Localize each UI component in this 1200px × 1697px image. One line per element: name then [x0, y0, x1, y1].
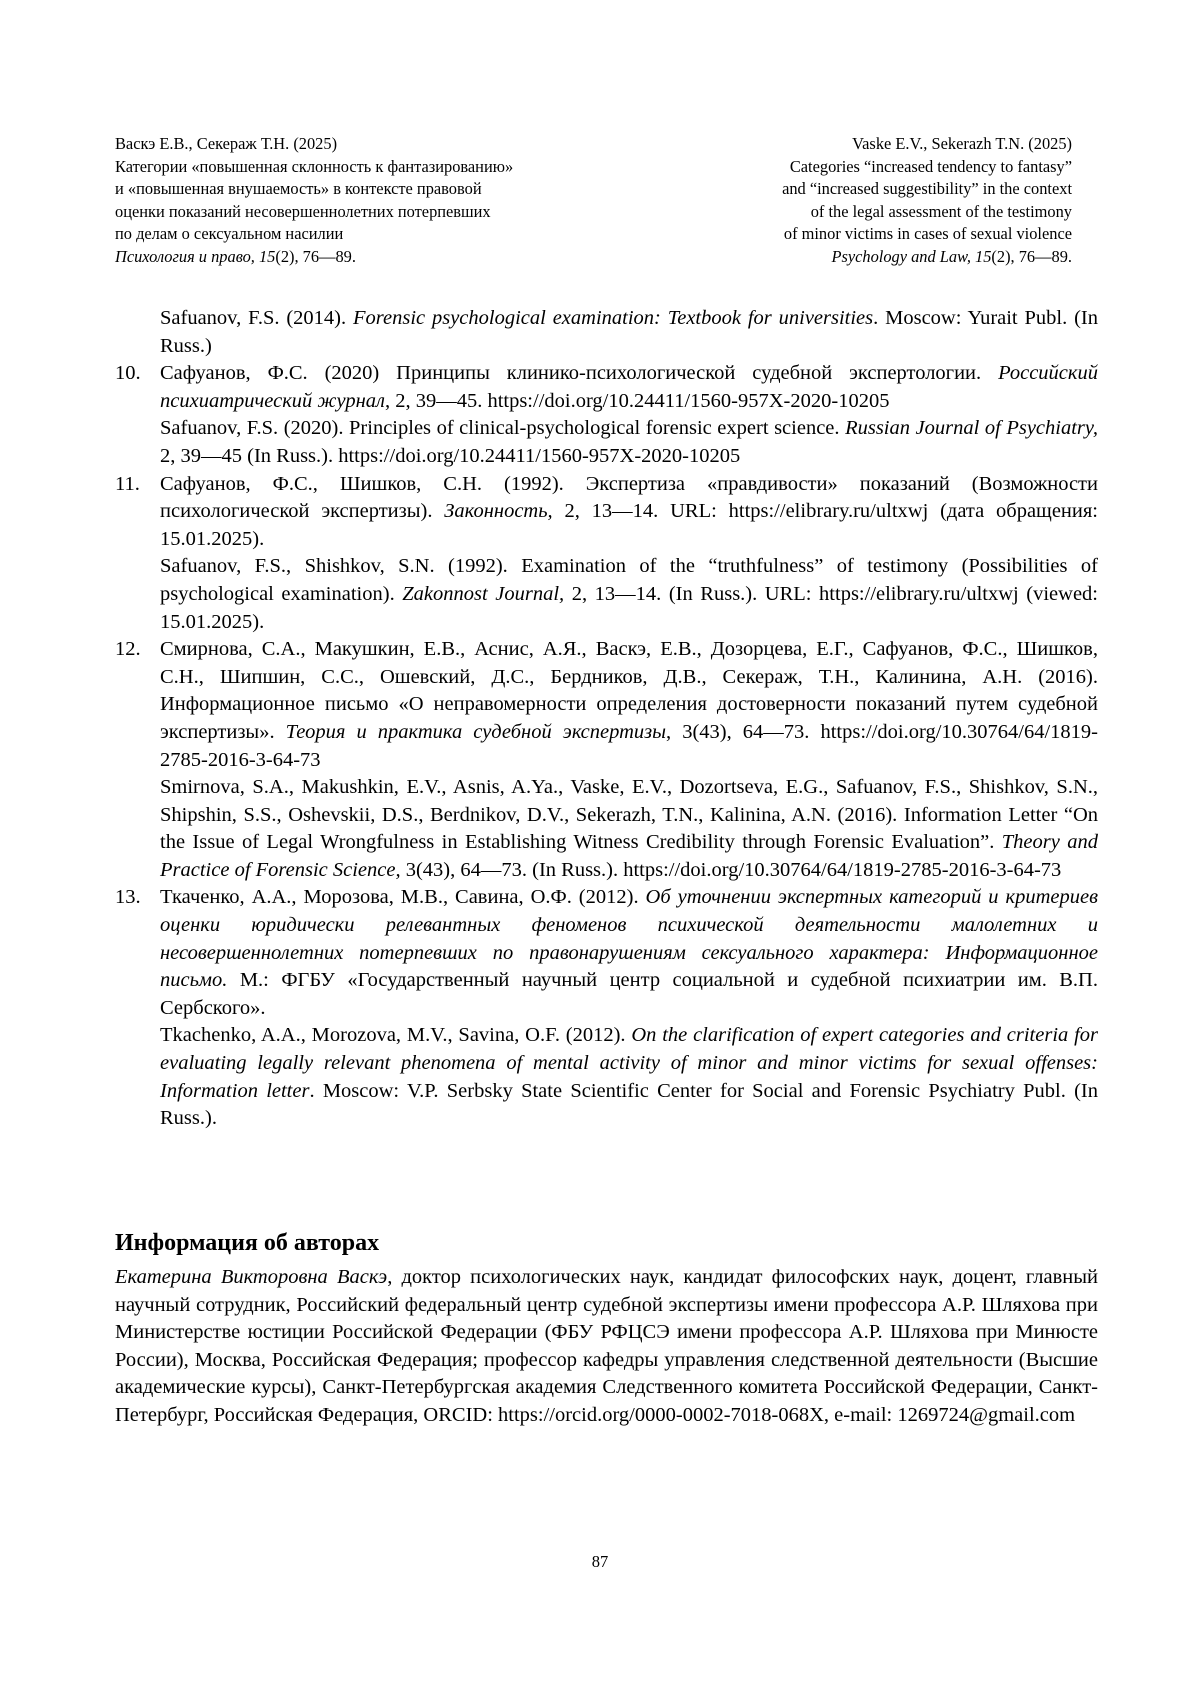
reference-ru	[160, 636, 1098, 774]
reference-list	[115, 305, 1098, 1133]
page-number: 87	[591, 1552, 609, 1571]
reference-continuation	[115, 305, 1098, 360]
reference-item-13	[115, 884, 1098, 1132]
ref-journal: Теория и практика судебной экспертизы	[285, 720, 666, 743]
header-journal-en	[782, 246, 1072, 269]
header-left-ru	[115, 133, 513, 268]
ref-text: Safuanov, F.S. (2020). Principles of clinical-psychological forensic expert science.	[160, 417, 846, 440]
ref-text: Сафуанов, Ф.С. (2020) Принципы клинико-психологической судебной экспертологии.	[160, 362, 999, 385]
reference-ru	[160, 884, 1098, 1022]
header-title-line: and “increased suggestibility” in the context	[782, 179, 1072, 198]
header-authors-ru: Васкэ Е.В., Секераж Т.Н. (2025)	[115, 134, 338, 153]
author-bio	[115, 1264, 1098, 1430]
ref-journal: Zakonnost Journal,	[402, 582, 565, 605]
ref-text: Сафуанов, Ф.С., Шишков, С.Н. (1992). Экспертиза «правдивости» показаний (Возможности психологической экспертизы).	[160, 472, 1098, 523]
journal-name: Психология и право, 15	[115, 246, 276, 266]
ref-text: Смирнова, С.А., Макушкин, Е.В., Аснис, А.Я., Васкэ, Е.В., Дозорцева, Е.Г., Сафуанов, Ф.С., Шишков, С.Н., Шипшин, С.С., Ошевский, Д.С., Бердников, Д.В., Секераж, Т.Н., Калинина, А.Н. (2016). Информационное письмо «О неправомерности определения достоверности показаний путем судебной экспертизы».	[160, 638, 1098, 743]
header-title-line: of minor victims in cases of sexual violence	[783, 224, 1072, 243]
reference-ru	[160, 471, 1098, 554]
ref-text: 3(43), 64—73. (In Russ.). https://doi.org/10.30764/64/1819-2785-2016-3-64-73	[400, 858, 1062, 881]
journal-issue: (2), 76—89.	[991, 246, 1072, 266]
ref-text: М.: ФГБУ «Государственный научный центр социальной и судебной психиатрии им. В.П. Сербского».	[160, 969, 1098, 1019]
reference-number: 13.	[115, 886, 141, 909]
ref-journal: Законность,	[444, 500, 553, 523]
ref-text: Ткаченко, А.А., Морозова, М.В., Савина, О.Ф. (2012).	[160, 886, 646, 909]
header-title-line: Категории «повышенная склонность к фантазированию»	[115, 156, 514, 176]
ref-journal: Russian Journal of Psychiatry,	[845, 417, 1098, 440]
header-title-line: Categories “increased tendency to fantasy”	[789, 156, 1072, 176]
author-name: Екатерина Викторовна Васкэ	[115, 1266, 388, 1288]
reference-en	[160, 774, 1098, 884]
ref-text: . Moscow: V.P. Serbsky State Scientific Center for Social and Forensic Psychiatry Publ. (In Russ.).	[160, 1079, 1098, 1130]
header-title-line: по делам о сексуальном насилии	[115, 224, 344, 243]
section-heading: Информация об авторах	[115, 1230, 380, 1256]
ref-text: , 2, 39—45. https://doi.org/10.24411/1560-957X-2020-10205	[384, 389, 890, 412]
reference-number: 10.	[115, 362, 141, 385]
ref-text: Tkachenko, A.A., Morozova, M.V., Savina, O.F. (2012).	[160, 1024, 632, 1047]
journal-name: Psychology and Law, 15	[831, 246, 992, 266]
reference-number: 11.	[115, 472, 140, 495]
author-details: , доктор психологических наук, кандидат философских наук, доцент, главный научный сотрудник, Российский федеральный центр судебной экспертизы имени профессора А.Р. Шляхова при Министерстве юстиции Российской Федерации (ФБУ РФЦСЭ имени профессора А.Р. Шляхова при Минюсте России), Москва, Российская Федерация; профессор кафедры управления следственной деятельности (Высшие академические курсы), Санкт-Петербургская академия Следственного комитета Российской Федерации, Санкт-Петербург, Российская Федерация, ORCID: https://orcid.org/0000-0002-7018-068X, e-mail: 1269724@gmail.com	[115, 1266, 1098, 1426]
ref-text: 2, 13—14. URL: https://elibrary.ru/ultxwj (дата обращения: 15.01.2025).	[160, 500, 1099, 550]
reference-en	[160, 1022, 1098, 1132]
ref-title: Об уточнении экспертных категорий и критериев оценки юридически релевантных феноменов психической деятельности малолетних и несовершеннолетних потерпевших по правонарушениям сексуального характера: Информационное письмо.	[160, 886, 1098, 992]
reference-ru	[160, 360, 1098, 415]
reference-item-12	[115, 636, 1098, 884]
ref-text: Safuanov, F.S. (2014).	[160, 307, 353, 329]
header-title-line: и «повышенная внушаемость» в контексте правовой	[115, 179, 482, 198]
ref-journal: Российский психиатрический журнал	[160, 362, 1098, 412]
header-journal-ru	[115, 246, 513, 269]
ref-text: . Moscow: Yurait Publ. (In Russ.)	[160, 307, 1098, 357]
ref-journal: Theory and Practice of Forensic Science,	[160, 831, 1098, 881]
running-header	[115, 133, 1072, 268]
reference-en	[160, 553, 1098, 636]
header-title-line: оценки показаний несовершеннолетних потерпевших	[115, 201, 491, 221]
ref-text: Safuanov, F.S., Shishkov, S.N. (1992). Examination of the “truthfulness” of testimony (Possibilities of psychological examination).	[160, 555, 1098, 605]
journal-issue: (2), 76—89.	[275, 246, 356, 266]
ref-text: 2, 39—45 (In Russ.). https://doi.org/10.24411/1560-957X-2020-10205	[160, 444, 741, 467]
ref-title: On the clarification of expert categories and criteria for evaluating legally relevant phenomena of mental activity of minor and minor victims for sexual offenses: Information letter	[160, 1024, 1098, 1102]
reference-en	[160, 415, 1098, 470]
ref-title: Forensic psychological examination: Textbook for universities	[353, 307, 874, 329]
header-authors-en: Vaske E.V., Sekerazh T.N. (2025)	[852, 134, 1072, 153]
reference-item-10	[115, 360, 1098, 470]
reference-number: 12.	[115, 638, 141, 661]
author-info-section	[115, 1228, 1098, 1430]
header-title-line: of the legal assessment of the testimony	[810, 201, 1072, 221]
ref-text: 2, 13—14. (In Russ.). URL: https://elibrary.ru/ultxwj (viewed: 15.01.2025).	[160, 582, 1098, 633]
ref-text: , 3(43), 64—73. https://doi.org/10.30764/64/1819-2785-2016-3-64-73	[160, 720, 1098, 771]
ref-text: Smirnova, S.A., Makushkin, E.V., Asnis, A.Ya., Vaske, E.V., Dozortseva, E.G., Safuanov, F.S., Shishkov, S.N., Shipshin, S.S., Oshevskii, D.S., Berdnikov, D.V., Sekerazh, T.N., Kalinina, A.N. (2016). Information Letter “On the Issue of Legal Wrongfulness in Establishing Witness Credibility through Forensic Evaluation”.	[160, 776, 1098, 854]
reference-item-11	[115, 471, 1098, 637]
header-right-en	[782, 133, 1072, 268]
reference-en	[160, 305, 1098, 360]
reference-number	[115, 305, 160, 360]
